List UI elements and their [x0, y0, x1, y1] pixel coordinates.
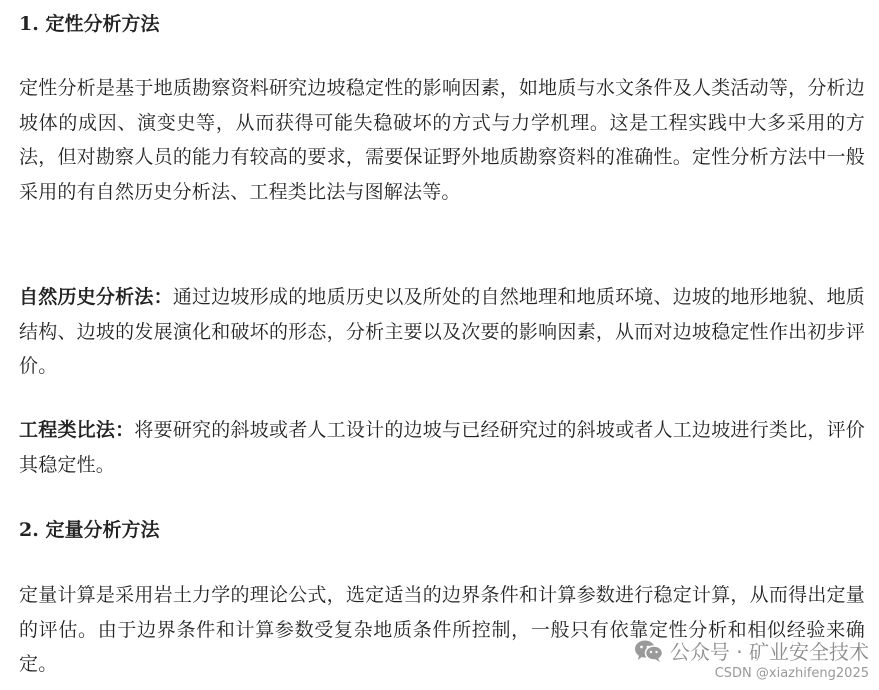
section-1-intro-paragraph: 定性分析是基于地质勘察资料研究边坡稳定性的影响因素，如地质与水文条件及人类活动等，分析边坡体的成因、演变史等，从而获得可能失稳破坏的方式与力学机理。这是工程实践中大多采用的方法，但对勘察人员的能力有较高的要求，需要保证野外地质勘察资料的准确性。定性分析方法中一般采用的有自然历史分析法、工程类比法与图解法等。	[19, 77, 865, 203]
section-2-heading: 2. 定量分析方法	[19, 519, 160, 541]
engineering-analogy-method-label: 工程类比法：	[19, 419, 135, 441]
natural-history-method-label: 自然历史分析法：	[19, 286, 173, 308]
csdn-author-watermark: CSDN @xiazhifeng2025	[714, 666, 869, 681]
wechat-official-account-watermark	[634, 636, 869, 665]
natural-history-method-paragraph	[19, 280, 865, 384]
section-1-heading: 1. 定性分析方法	[19, 13, 160, 35]
wechat-icon	[634, 639, 664, 663]
engineering-analogy-method-text: 将要研究的斜坡或者人工设计的边坡与已经研究过的斜坡或者人工边坡进行类比，评价其稳定性。	[19, 419, 865, 476]
natural-history-method-text: 通过边坡形成的地质历史以及所处的自然地理和地质环境、边坡的地形地貌、地质结构、边坡的发展演化和破坏的形态，分析主要以及次要的影响因素，从而对边坡稳定性作出初步评价。	[19, 286, 865, 377]
engineering-analogy-method-paragraph	[19, 413, 865, 482]
section-2-intro-paragraph: 定量计算是采用岩土力学的理论公式，选定适当的边界条件和计算参数进行稳定计算，从而得出定量的评估。由于边界条件和计算参数受复杂地质条件所控制，一般只有依靠定性分析和相似经验来确定。	[19, 584, 865, 675]
watermark-text: 公众号 · 矿业安全技术	[669, 640, 869, 664]
